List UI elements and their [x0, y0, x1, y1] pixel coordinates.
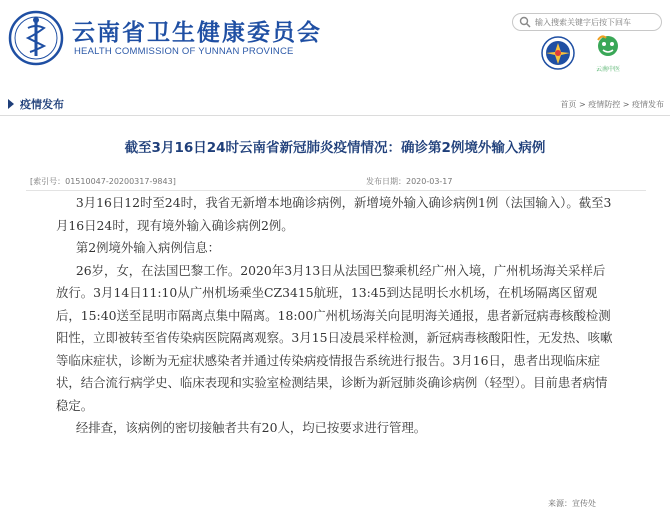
mascot-emblem[interactable] [590, 34, 626, 72]
breadcrumb-sep: > [620, 100, 632, 109]
site-name: 云南省卫生健康委员会 [72, 19, 322, 46]
breadcrumb-epidemic-release[interactable]: 疫情发布 [632, 100, 664, 109]
article-paragraph: 第2例境外输入病例信息： [75, 240, 221, 255]
article-meta [26, 172, 646, 191]
site-name-en: HEALTH COMMISSION OF YUNNAN PROVINCE [74, 46, 294, 57]
search-input[interactable] [535, 14, 653, 30]
article-paragraph: 26岁，女，在法国巴黎工作。2020年3月13日从法国巴黎乘机经广州入境，广州机场海关采样后放行。3月14日11:10从广州机场乘坐CZ3415航班，13:45到达昆明长水机场，在机场隔离区留观后，15:40送至昆明市隔离点集中隔离。18:00广州机场海关向昆明海关通报，患者新冠病毒核酸检测阳性，立即被转至省传染病医院隔离观察。3月15日凌晨采样检测，新冠病毒核酸阳性，无发热、咳嗽等临床症状，诊断为无症状感染者并通过传染病疫情报告系统进行报告。3月16日，患者出现临床症状，结合流行病学史、临床表现和实验室检测结果，诊断为新冠肺炎确诊病例（轻型）。目前患者病情稳定。 [56, 262, 613, 413]
mascot-icon [590, 34, 626, 62]
index-number: [索引号：01510047-20200317-9843] [30, 177, 176, 186]
article-paragraph: 3月16日12时至24时，我省无新增本地确诊病例，新增境外输入确诊病例1例（法国输入）。截至3月16日24时，现有境外输入确诊病例2例。 [56, 195, 612, 233]
breadcrumb [560, 99, 664, 110]
chevron-right-icon [7, 99, 15, 109]
search-box[interactable] [512, 13, 662, 31]
mascot-caption: 云南中医 [595, 66, 620, 73]
breadcrumb-home[interactable]: 首页 [560, 100, 577, 109]
section-navbar [0, 95, 670, 116]
article-paragraph: 经排查，该病例的密切接触者共有20人，均已按要求进行管理。 [75, 420, 427, 435]
section-title[interactable]: 疫情发布 [20, 98, 64, 111]
article-source: 来源：宣传处 [548, 499, 596, 508]
breadcrumb-epidemic-control[interactable]: 疫情防控 [588, 100, 621, 109]
breadcrumb-sep: > [576, 100, 589, 109]
search-icon[interactable] [519, 16, 531, 28]
event-emblem[interactable] [541, 36, 575, 70]
article-title: 截至3月16日24时云南省新冠肺炎疫情情况：确诊第2例境外输入病例 [124, 140, 546, 156]
article-body [56, 192, 616, 440]
health-commission-logo[interactable] [8, 10, 64, 66]
site-header [0, 0, 670, 82]
article-container [0, 116, 670, 516]
publish-date: 发布日期：2020-03-17 [366, 177, 453, 186]
